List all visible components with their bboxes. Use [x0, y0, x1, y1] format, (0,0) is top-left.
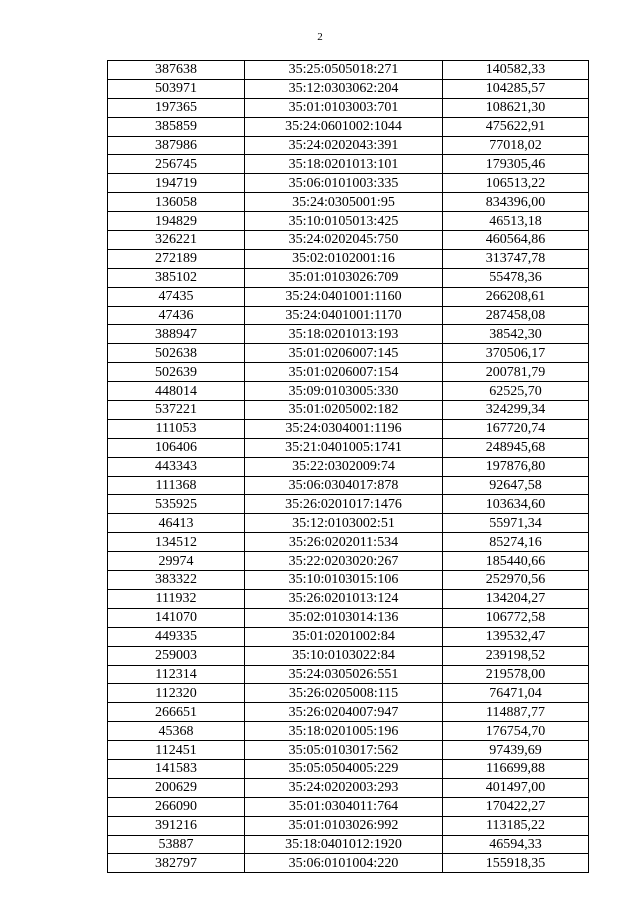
record-number-cell: 387638 [108, 61, 245, 80]
table-row [108, 571, 589, 590]
record-number-cell: 449335 [108, 627, 245, 646]
record-number-cell: 47435 [108, 287, 245, 306]
table-row [108, 514, 589, 533]
table-row [108, 79, 589, 98]
record-number-cell: 111053 [108, 419, 245, 438]
value-cell: 46594,33 [443, 835, 589, 854]
value-cell: 219578,00 [443, 665, 589, 684]
table-row [108, 419, 589, 438]
table-row [108, 155, 589, 174]
record-number-cell: 272189 [108, 249, 245, 268]
cadastral-number-cell: 35:18:0201013:193 [245, 325, 443, 344]
value-cell: 38542,30 [443, 325, 589, 344]
record-number-cell: 194829 [108, 212, 245, 231]
table-row [108, 835, 589, 854]
value-cell: 116699,88 [443, 759, 589, 778]
table-row [108, 533, 589, 552]
cadastral-number-cell: 35:10:0103022:84 [245, 646, 443, 665]
cadastral-number-cell: 35:24:0305001:95 [245, 193, 443, 212]
cadastral-number-cell: 35:01:0103026:709 [245, 268, 443, 287]
cadastral-number-cell: 35:24:0304001:1196 [245, 419, 443, 438]
value-cell: 77018,02 [443, 136, 589, 155]
cadastral-number-cell: 35:24:0202003:293 [245, 778, 443, 797]
value-cell: 248945,68 [443, 438, 589, 457]
cadastral-number-cell: 35:12:0303062:204 [245, 79, 443, 98]
value-cell: 200781,79 [443, 363, 589, 382]
value-cell: 834396,00 [443, 193, 589, 212]
value-cell: 266208,61 [443, 287, 589, 306]
value-cell: 475622,91 [443, 117, 589, 136]
record-number-cell: 502638 [108, 344, 245, 363]
record-number-cell: 29974 [108, 552, 245, 571]
value-cell: 106513,22 [443, 174, 589, 193]
cadastral-number-cell: 35:05:0103017:562 [245, 741, 443, 760]
record-number-cell: 537221 [108, 401, 245, 420]
table-row [108, 476, 589, 495]
value-cell: 287458,08 [443, 306, 589, 325]
value-cell: 134204,27 [443, 589, 589, 608]
value-cell: 97439,69 [443, 741, 589, 760]
record-number-cell: 443343 [108, 457, 245, 476]
table-row [108, 797, 589, 816]
cadastral-number-cell: 35:02:0103014:136 [245, 608, 443, 627]
value-cell: 401497,00 [443, 778, 589, 797]
cadastral-number-cell: 35:01:0103003:701 [245, 98, 443, 117]
cadastral-number-cell: 35:05:0504005:229 [245, 759, 443, 778]
table-row [108, 61, 589, 80]
table-row [108, 344, 589, 363]
value-cell: 55478,36 [443, 268, 589, 287]
table-row [108, 665, 589, 684]
value-cell: 170422,27 [443, 797, 589, 816]
record-number-cell: 382797 [108, 854, 245, 873]
value-cell: 103634,60 [443, 495, 589, 514]
table-body [108, 61, 589, 873]
table-row [108, 778, 589, 797]
table-row [108, 98, 589, 117]
cadastral-number-cell: 35:01:0201002:84 [245, 627, 443, 646]
table-row [108, 325, 589, 344]
value-cell: 46513,18 [443, 212, 589, 231]
table-row [108, 174, 589, 193]
cadastral-number-cell: 35:24:0305026:551 [245, 665, 443, 684]
cadastral-number-cell: 35:24:0401001:1160 [245, 287, 443, 306]
value-cell: 76471,04 [443, 684, 589, 703]
cadastral-number-cell: 35:09:0103005:330 [245, 382, 443, 401]
table-row [108, 854, 589, 873]
table-row [108, 306, 589, 325]
record-number-cell: 112451 [108, 741, 245, 760]
cadastral-number-cell: 35:10:0103015:106 [245, 571, 443, 590]
value-cell: 239198,52 [443, 646, 589, 665]
record-number-cell: 266651 [108, 703, 245, 722]
cadastral-number-cell: 35:06:0101004:220 [245, 854, 443, 873]
table-row [108, 287, 589, 306]
value-cell: 460564,86 [443, 231, 589, 250]
cadastral-number-cell: 35:26:0202011:534 [245, 533, 443, 552]
record-number-cell: 197365 [108, 98, 245, 117]
table-row [108, 608, 589, 627]
record-number-cell: 388947 [108, 325, 245, 344]
cadastral-number-cell: 35:24:0401001:1170 [245, 306, 443, 325]
value-cell: 62525,70 [443, 382, 589, 401]
record-number-cell: 194719 [108, 174, 245, 193]
value-cell: 92647,58 [443, 476, 589, 495]
table-row [108, 231, 589, 250]
record-number-cell: 326221 [108, 231, 245, 250]
record-number-cell: 200629 [108, 778, 245, 797]
cadastral-number-cell: 35:18:0201013:101 [245, 155, 443, 174]
record-number-cell: 47436 [108, 306, 245, 325]
table-row [108, 759, 589, 778]
value-cell: 85274,16 [443, 533, 589, 552]
table-row [108, 438, 589, 457]
cadastral-number-cell: 35:02:0102001:16 [245, 249, 443, 268]
record-number-cell: 256745 [108, 155, 245, 174]
table-row [108, 646, 589, 665]
value-cell: 155918,35 [443, 854, 589, 873]
cadastral-number-cell: 35:18:0201005:196 [245, 722, 443, 741]
cadastral-number-cell: 35:12:0103002:51 [245, 514, 443, 533]
cadastral-number-cell: 35:22:0203020:267 [245, 552, 443, 571]
record-number-cell: 259003 [108, 646, 245, 665]
record-number-cell: 112320 [108, 684, 245, 703]
value-cell: 197876,80 [443, 457, 589, 476]
table-row [108, 382, 589, 401]
value-cell: 139532,47 [443, 627, 589, 646]
table-row [108, 268, 589, 287]
cadastral-number-cell: 35:01:0304011:764 [245, 797, 443, 816]
value-cell: 104285,57 [443, 79, 589, 98]
cadastral-number-cell: 35:01:0206007:154 [245, 363, 443, 382]
value-cell: 106772,58 [443, 608, 589, 627]
record-number-cell: 112314 [108, 665, 245, 684]
table-row [108, 136, 589, 155]
table-row [108, 816, 589, 835]
value-cell: 324299,34 [443, 401, 589, 420]
cadastral-number-cell: 35:06:0101003:335 [245, 174, 443, 193]
table-row [108, 627, 589, 646]
cadastral-number-cell: 35:21:0401005:1741 [245, 438, 443, 457]
record-number-cell: 111368 [108, 476, 245, 495]
page-number: 2 [317, 31, 323, 43]
table-row [108, 495, 589, 514]
table-row [108, 703, 589, 722]
record-number-cell: 535925 [108, 495, 245, 514]
cadastral-number-cell: 35:01:0103026:992 [245, 816, 443, 835]
record-number-cell: 141583 [108, 759, 245, 778]
value-cell: 167720,74 [443, 419, 589, 438]
record-number-cell: 106406 [108, 438, 245, 457]
value-cell: 113185,22 [443, 816, 589, 835]
cadastral-number-cell: 35:24:0202045:750 [245, 231, 443, 250]
value-cell: 252970,56 [443, 571, 589, 590]
cadastral-number-cell: 35:26:0205008:115 [245, 684, 443, 703]
record-number-cell: 503971 [108, 79, 245, 98]
cadastral-number-cell: 35:25:0505018:271 [245, 61, 443, 80]
record-number-cell: 136058 [108, 193, 245, 212]
table-row [108, 722, 589, 741]
value-cell: 140582,33 [443, 61, 589, 80]
table-row [108, 589, 589, 608]
table-row [108, 684, 589, 703]
value-cell: 185440,66 [443, 552, 589, 571]
cadastral-number-cell: 35:06:0304017:878 [245, 476, 443, 495]
cadastral-number-cell: 35:24:0202043:391 [245, 136, 443, 155]
data-table [107, 60, 589, 873]
table-row [108, 401, 589, 420]
record-number-cell: 391216 [108, 816, 245, 835]
table-row [108, 363, 589, 382]
record-number-cell: 111932 [108, 589, 245, 608]
cadastral-number-cell: 35:26:0201017:1476 [245, 495, 443, 514]
record-number-cell: 383322 [108, 571, 245, 590]
record-number-cell: 448014 [108, 382, 245, 401]
table-row [108, 741, 589, 760]
value-cell: 55971,34 [443, 514, 589, 533]
value-cell: 370506,17 [443, 344, 589, 363]
record-number-cell: 387986 [108, 136, 245, 155]
value-cell: 108621,30 [443, 98, 589, 117]
cadastral-number-cell: 35:01:0206007:145 [245, 344, 443, 363]
cadastral-number-cell: 35:24:0601002:1044 [245, 117, 443, 136]
record-number-cell: 141070 [108, 608, 245, 627]
record-number-cell: 266090 [108, 797, 245, 816]
table-row [108, 212, 589, 231]
record-number-cell: 53887 [108, 835, 245, 854]
record-number-cell: 45368 [108, 722, 245, 741]
record-number-cell: 385102 [108, 268, 245, 287]
cadastral-number-cell: 35:22:0302009:74 [245, 457, 443, 476]
cadastral-number-cell: 35:01:0205002:182 [245, 401, 443, 420]
table-row [108, 457, 589, 476]
cadastral-number-cell: 35:10:0105013:425 [245, 212, 443, 231]
table-row [108, 117, 589, 136]
value-cell: 114887,77 [443, 703, 589, 722]
value-cell: 176754,70 [443, 722, 589, 741]
value-cell: 313747,78 [443, 249, 589, 268]
record-number-cell: 46413 [108, 514, 245, 533]
record-number-cell: 134512 [108, 533, 245, 552]
table-row [108, 193, 589, 212]
table-row [108, 552, 589, 571]
cadastral-number-cell: 35:26:0204007:947 [245, 703, 443, 722]
record-number-cell: 502639 [108, 363, 245, 382]
cadastral-number-cell: 35:26:0201013:124 [245, 589, 443, 608]
value-cell: 179305,46 [443, 155, 589, 174]
record-number-cell: 385859 [108, 117, 245, 136]
cadastral-number-cell: 35:18:0401012:1920 [245, 835, 443, 854]
table-row [108, 249, 589, 268]
